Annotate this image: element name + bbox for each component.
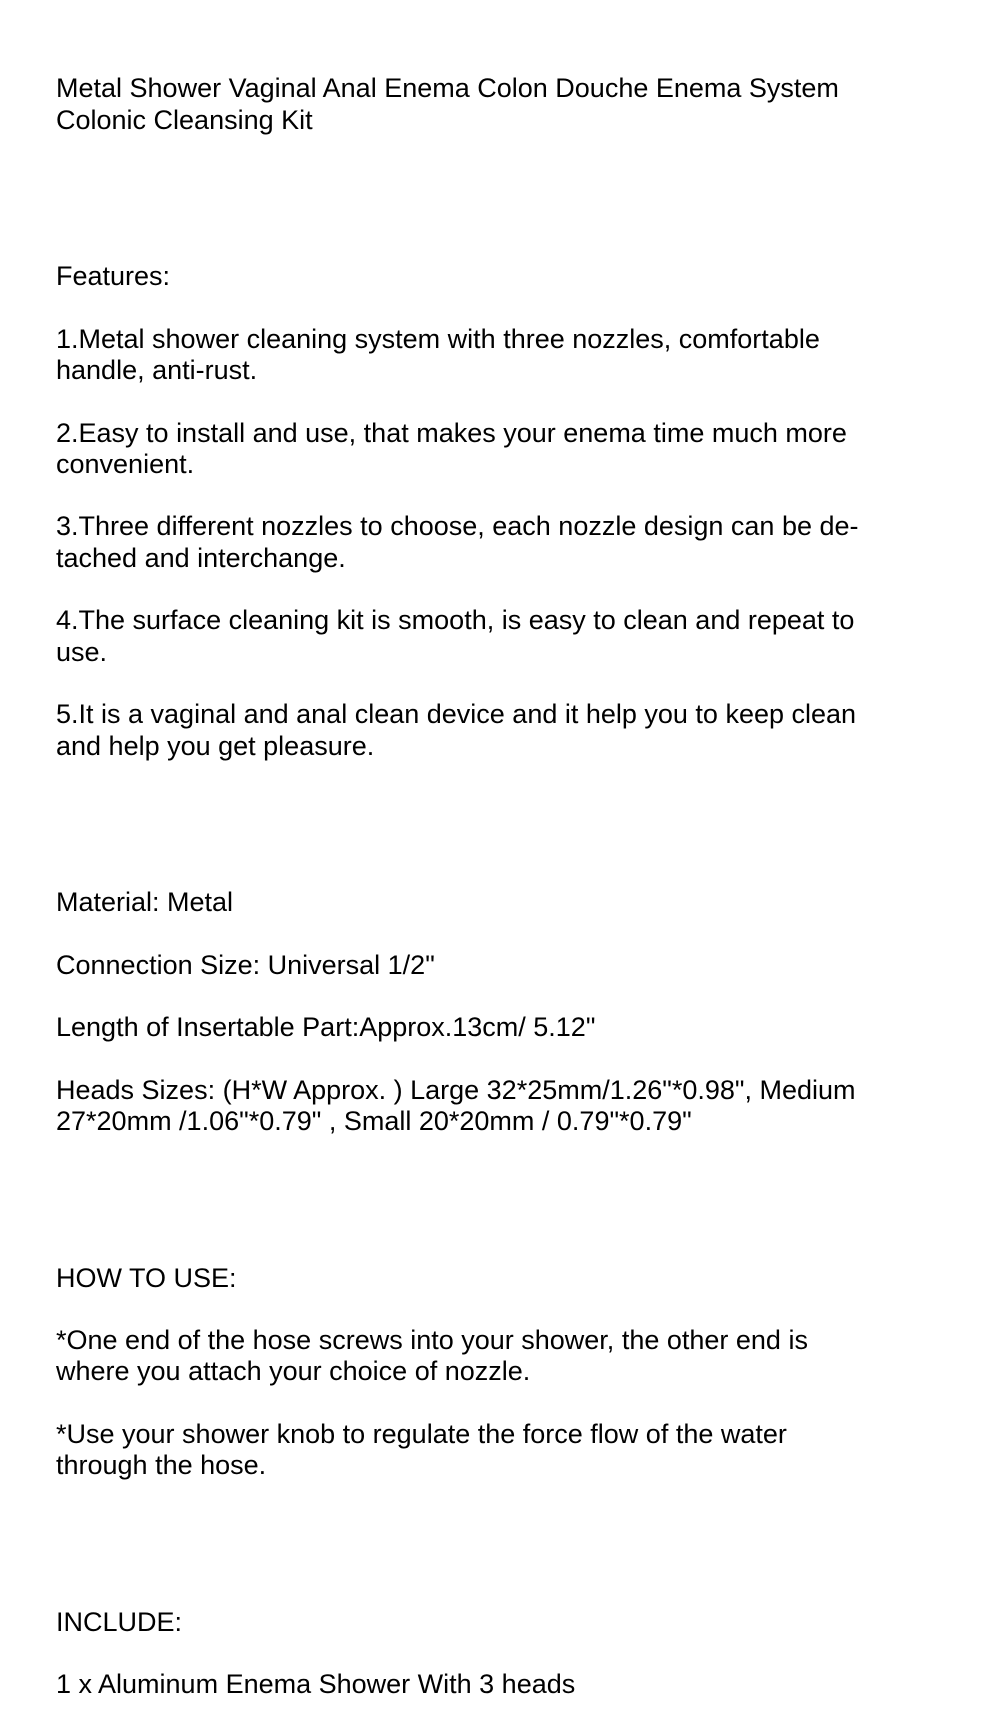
spacer [56, 1169, 950, 1200]
spec-insertable-length: Length of Insertable Part:Approx.13cm/ 5.12" [56, 1012, 596, 1043]
spec-connection-size: Connection Size: Universal 1/2" [56, 949, 435, 980]
spec-head-sizes: Heads Sizes: (H*W Approx. ) Large 32*25mm/1.26"*0.98", Medium 27*20mm /1.06"*0.79" , Small 20*20mm / 0.79"*0.79" [56, 1074, 856, 1137]
feature-item: 1.Metal shower cleaning system with three nozzles, comfortable handle, anti-rust. [56, 323, 820, 385]
feature-item: 2.Easy to install and use, that makes your enema time much more convenient. [56, 417, 847, 479]
feature-item: 5.It is a vaginal and anal clean device and it help you to keep clean and help you get pleasure. [56, 699, 857, 761]
product-title: Metal Shower Vaginal Anal Enema Colon Douche Enema System Colonic Cleansing Kit [56, 73, 839, 135]
feature-item: 3.Three different nozzles to choose, each nozzle design can be de- tached and interchange. [56, 511, 859, 573]
how-to-use-item: *One end of the hose screws into your shower, the other end is where you attach your choice of nozzle. [56, 1325, 808, 1387]
how-to-use-heading: HOW TO USE: [56, 1262, 237, 1293]
how-to-use-item: *Use your shower knob to regulate the force flow of the water through the hose. [56, 1419, 787, 1481]
spec-material: Material: Metal [56, 887, 234, 918]
spacer [56, 167, 950, 198]
include-item: 1 x Aluminum Enema Shower With 3 heads [56, 1669, 576, 1700]
feature-item: 4.The surface cleaning kit is smooth, is easy to clean and repeat to use. [56, 605, 855, 667]
include-heading: INCLUDE: [56, 1606, 183, 1637]
features-heading: Features: [56, 261, 171, 292]
spacer [56, 1513, 950, 1544]
spacer [56, 793, 950, 824]
